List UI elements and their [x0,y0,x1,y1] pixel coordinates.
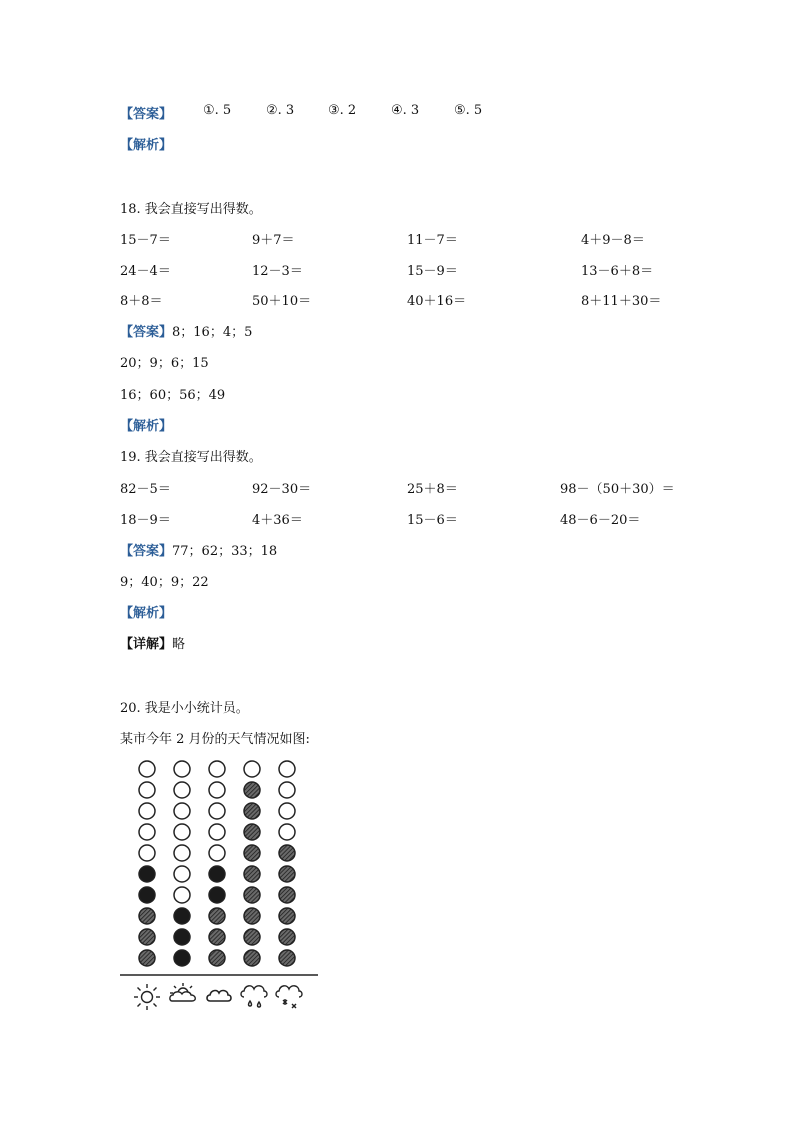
sunny-empty-circle [139,845,155,861]
q18-expr: 9＋7＝ [252,233,295,248]
q18-answer-text: 8；16；4；5 [172,325,253,340]
partly-cloudy-icon [170,983,195,1001]
analysis-tag: 【解析】 [120,419,173,434]
partly-cloudy-solid-circle [174,950,190,966]
cloudy-hatched-circle [209,950,225,966]
q17-answer-2: ②. 3 [266,103,295,118]
cloudy-solid-circle [209,887,225,903]
partly-cloudy-empty-circle [174,761,190,777]
sunny-hatched-circle [139,950,155,966]
rain-hatched-circle [244,803,260,819]
snow-hatched-circle [279,950,295,966]
q19-answer-line [120,540,277,559]
q19-detail [120,633,185,652]
q18-expr: 24－4＝ [120,264,171,279]
snow-empty-circle [279,782,295,798]
rain-empty-circle [244,761,260,777]
q19-expr: 92－30＝ [252,482,312,497]
snow-empty-circle [279,824,295,840]
snow-hatched-circle [279,908,295,924]
rain-hatched-circle [244,824,260,840]
q18-analysis [120,415,172,434]
q17-answer-3: ③. 2 [328,103,357,118]
rain-hatched-circle [244,929,260,945]
snow-hatched-circle [279,845,295,861]
sunny-hatched-circle [139,929,155,945]
cloudy-empty-circle [209,803,225,819]
q17-analysis [120,134,172,153]
rain-hatched-circle [244,866,260,882]
answer-tag: 【答案】 [120,544,173,559]
partly-cloudy-solid-circle [174,929,190,945]
q19-expr: 4＋36＝ [252,513,303,528]
cloudy-solid-circle [209,866,225,882]
q19-expr: 82－5＝ [120,482,171,497]
q19-answer-line-2: 9；40；9；22 [120,575,209,590]
q18-expr: 15－7＝ [120,233,171,248]
q17-answer-1: ①. 5 [203,103,232,118]
sunny-empty-circle [139,803,155,819]
sunny-icon [134,984,160,1010]
q19-title: 19. 我会直接写出得数。 [120,450,262,465]
sunny-solid-circle [139,866,155,882]
partly-cloudy-empty-circle [174,782,190,798]
weather-pictograph-svg [118,755,323,1015]
cloudy-empty-circle [209,824,225,840]
q17-answer-4: ④. 3 [391,103,420,118]
snow-hatched-circle [279,866,295,882]
sunny-empty-circle [139,761,155,777]
rain-hatched-circle [244,845,260,861]
answer-tag: 【答案】 [120,325,173,340]
q20-subtitle: 某市今年 2 月份的天气情况如图: [120,732,310,747]
q18-answer-line [120,321,252,340]
q18-expr: 8＋11＋30＝ [581,294,662,309]
partly-cloudy-empty-circle [174,803,190,819]
partly-cloudy-empty-circle [174,887,190,903]
partly-cloudy-empty-circle [174,824,190,840]
rain-hatched-circle [244,950,260,966]
q18-expr: 4＋9－8＝ [581,233,645,248]
snow-hatched-circle [279,929,295,945]
partly-cloudy-empty-circle [174,845,190,861]
q19-answer-text: 77；62；33；18 [172,544,278,559]
partly-cloudy-solid-circle [174,908,190,924]
detail-tag: 【详解】 [120,637,173,652]
q19-detail-text: 略 [172,637,186,652]
cloudy-empty-circle [209,845,225,861]
cloudy-icon [207,991,231,1001]
q18-answer-line-3: 16；60；56；49 [120,388,226,403]
rain-hatched-circle [244,908,260,924]
cloudy-empty-circle [209,761,225,777]
cloudy-hatched-circle [209,929,225,945]
q18-expr: 13－6＋8＝ [581,264,654,279]
q19-expr: 25＋8＝ [407,482,458,497]
q18-expr: 40＋16＝ [407,294,467,309]
rain-hatched-circle [244,782,260,798]
rain-hatched-circle [244,887,260,903]
q19-expr: 15－6＝ [407,513,458,528]
snow-empty-circle [279,803,295,819]
q19-expr: 18－9＝ [120,513,171,528]
q17-answer-5: ⑤. 5 [454,103,483,118]
q18-expr: 12－3＝ [252,264,303,279]
snow-hatched-circle [279,887,295,903]
rain-icon [241,986,267,1007]
q18-title: 18. 我会直接写出得数。 [120,202,262,217]
q19-expr: 98－（50＋30）＝ [560,482,675,497]
q18-expr: 15－9＝ [407,264,458,279]
q17-answer-line [120,103,172,122]
partly-cloudy-empty-circle [174,866,190,882]
snow-empty-circle [279,761,295,777]
q19-analysis [120,602,172,621]
analysis-tag: 【解析】 [120,138,173,153]
q18-expr: 8＋8＝ [120,294,163,309]
q18-expr: 11－7＝ [407,233,458,248]
cloudy-hatched-circle [209,908,225,924]
q18-expr: 50＋10＝ [252,294,312,309]
sunny-solid-circle [139,887,155,903]
q18-answer-line-2: 20；9；6；15 [120,356,209,371]
q19-expr: 48－6－20＝ [560,513,641,528]
sunny-empty-circle [139,824,155,840]
weather-pictograph [118,755,323,1015]
answer-tag: 【答案】 [120,107,173,122]
sunny-hatched-circle [139,908,155,924]
q20-title: 20. 我是小小统计员。 [120,701,249,716]
sunny-empty-circle [139,782,155,798]
cloudy-empty-circle [209,782,225,798]
analysis-tag: 【解析】 [120,606,173,621]
snow-icon [276,986,302,1008]
